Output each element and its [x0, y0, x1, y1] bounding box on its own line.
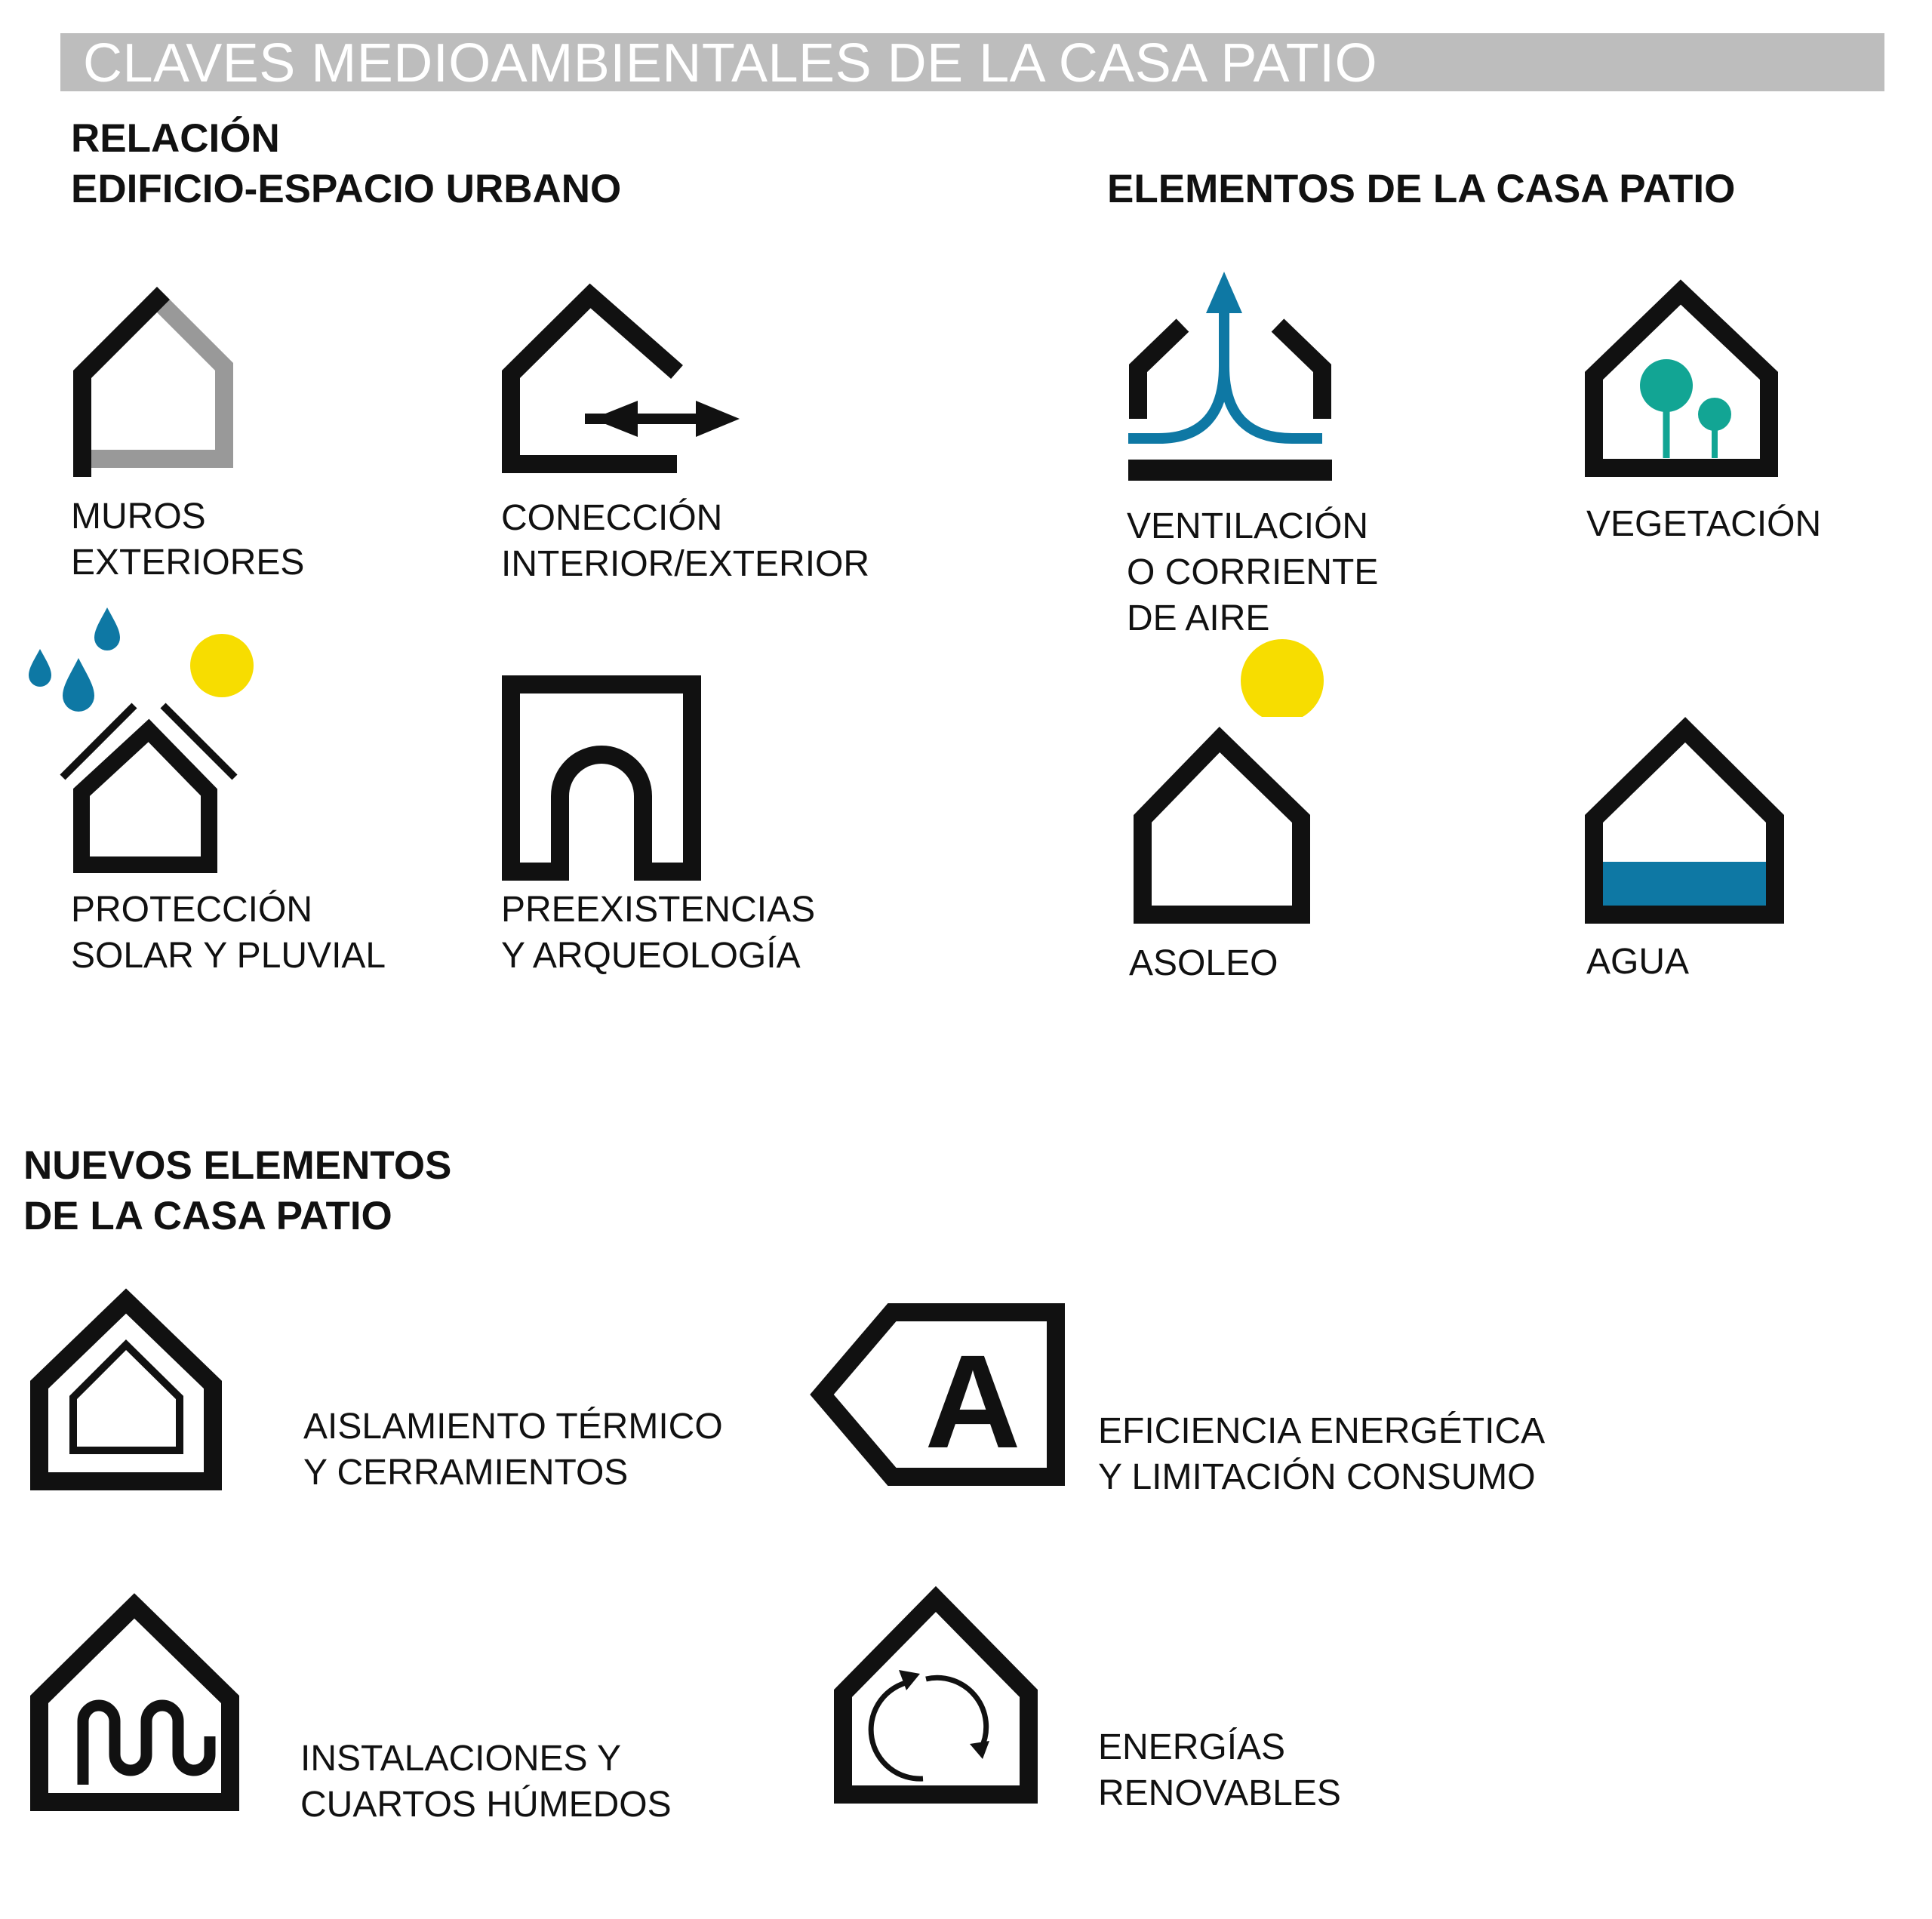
label-proteccion-line2: SOLAR Y PLUVIAL: [71, 936, 386, 976]
label-instalaciones: [300, 1736, 672, 1828]
heading-relacion-line2: EDIFICIO-ESPACIO URBANO: [71, 167, 622, 211]
label-conexion: [501, 495, 869, 587]
label-muros-line1: MUROS: [71, 497, 206, 537]
label-instalaciones-line2: CUARTOS HÚMEDOS: [300, 1785, 672, 1825]
house-grey-walls-icon: [66, 283, 248, 475]
heading-elementos-line1: ELEMENTOS DE LA CASA PATIO: [1107, 167, 1736, 211]
label-aislamiento-line1: AISLAMIENTO TÉRMICO: [303, 1407, 723, 1447]
arch-icon: [502, 675, 698, 879]
label-eficiencia-line1: EFICIENCIA ENERGÉTICA: [1098, 1411, 1546, 1451]
label-asoleo-line1: ASOLEO: [1129, 943, 1278, 983]
label-renovables: [1098, 1724, 1341, 1816]
label-preexistencias-line1: PREEXISTENCIAS: [501, 890, 816, 930]
house-pipe-icon: [26, 1588, 245, 1819]
heading-nuevos-line2: DE LA CASA PATIO: [23, 1194, 392, 1238]
house-trees-icon: [1581, 275, 1785, 483]
label-preexistencias: [501, 887, 815, 979]
house-water-icon: [1581, 713, 1792, 928]
label-aislamiento-line2: Y CERRAMIENTOS: [303, 1453, 629, 1493]
page-title: CLAVES MEDIOAMBIENTALES DE LA CASA PATIO: [83, 33, 1378, 94]
label-proteccion-line1: PROTECCIÓN: [71, 890, 313, 930]
label-conexion-line2: INTERIOR/EXTERIOR: [501, 544, 870, 584]
label-conexion-line1: CONECCIÓN: [501, 498, 723, 538]
label-eficiencia: [1098, 1408, 1545, 1500]
label-vegetacion: [1586, 501, 1821, 547]
house-sun-icon: [1124, 638, 1328, 924]
label-ventilacion-line1: VENTILACIÓN: [1127, 506, 1369, 546]
label-muros: [71, 494, 304, 586]
title-banner: [60, 33, 1884, 94]
house-double-arrow-icon: [491, 283, 747, 479]
label-renovables-line1: ENERGÍAS: [1098, 1727, 1286, 1767]
label-preexistencias-line2: Y ARQUEOLOGÍA: [501, 936, 801, 976]
house-cycle-icon: [826, 1581, 1045, 1819]
heading-elementos: [1107, 164, 1735, 214]
heading-nuevos-line1: NUEVOS ELEMENTOS: [23, 1143, 452, 1188]
label-asoleo: [1129, 940, 1278, 986]
label-agua-line1: AGUA: [1586, 942, 1690, 982]
label-eficiencia-line2: Y LIMITACIÓN CONSUMO: [1098, 1457, 1536, 1497]
label-vegetacion-line1: VEGETACIÓN: [1586, 504, 1822, 544]
house-insulation-icon: [26, 1283, 230, 1502]
label-instalaciones-line1: INSTALACIONES Y: [300, 1739, 622, 1779]
label-renovables-line2: RENOVABLES: [1098, 1773, 1341, 1813]
energy-label-icon: [801, 1298, 1073, 1494]
label-agua: [1586, 939, 1689, 985]
label-ventilacion-line3: DE AIRE: [1127, 598, 1270, 638]
house-airflow-icon: [1117, 268, 1336, 487]
label-aislamiento: [303, 1404, 723, 1496]
heading-nuevos: [23, 1140, 451, 1241]
heading-relacion: [71, 113, 621, 214]
label-proteccion: [71, 887, 386, 979]
heading-relacion-line1: RELACIÓN: [71, 116, 280, 161]
energy-class-letter: A: [924, 1328, 1021, 1476]
label-muros-line2: EXTERIORES: [71, 543, 305, 583]
label-ventilacion-line2: O CORRIENTE: [1127, 552, 1379, 592]
label-ventilacion: [1127, 503, 1378, 641]
house-sun-rain-icon: [23, 604, 264, 875]
